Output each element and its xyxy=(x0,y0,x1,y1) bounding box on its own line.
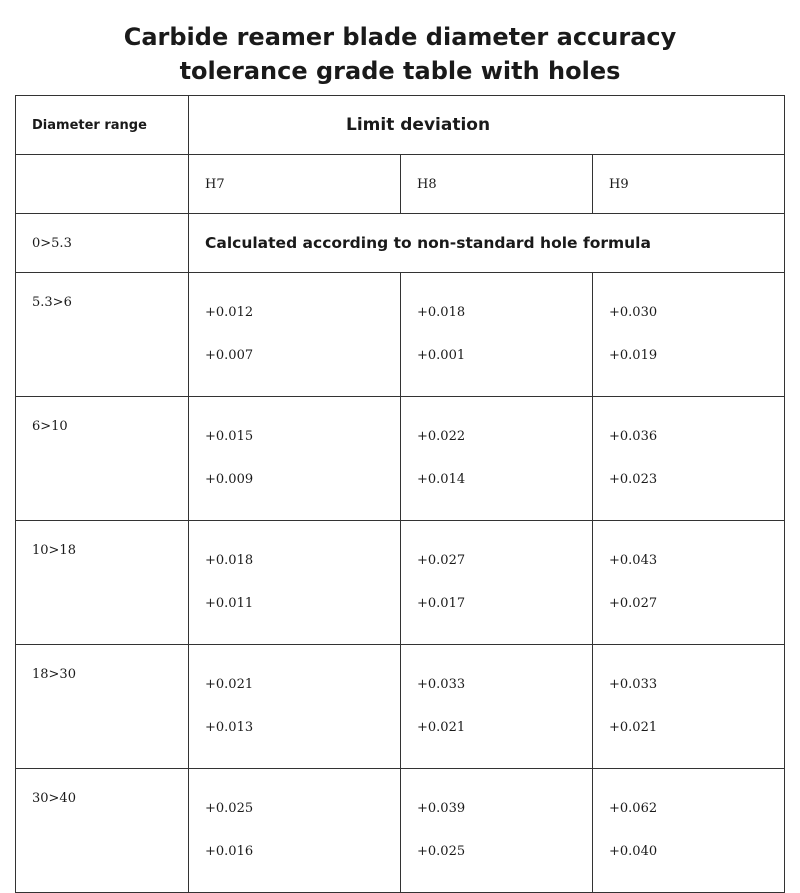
upper-deviation: +0.039 xyxy=(417,801,466,816)
deviation-cell-h9 xyxy=(593,521,785,645)
lower-deviation: +0.021 xyxy=(417,720,466,735)
deviation-cell-h7 xyxy=(189,273,401,397)
page-title xyxy=(0,20,800,88)
lower-deviation: +0.013 xyxy=(205,720,254,735)
lower-deviation: +0.027 xyxy=(609,596,658,611)
nonstandard-note: Calculated according to non-standard hole formula xyxy=(189,214,785,273)
range-cell: 10>18 xyxy=(16,521,189,645)
upper-deviation: +0.033 xyxy=(417,677,466,692)
upper-deviation: +0.021 xyxy=(205,677,254,692)
nonstandard-row xyxy=(16,214,785,273)
grade-row-empty-cell xyxy=(16,155,189,214)
deviation-cell-h8 xyxy=(401,769,593,893)
tolerance-table-body xyxy=(16,96,785,893)
deviation-cell-h8 xyxy=(401,273,593,397)
lower-deviation: +0.021 xyxy=(609,720,658,735)
lower-deviation: +0.014 xyxy=(417,472,466,487)
deviation-cell-h8 xyxy=(401,645,593,769)
lower-deviation: +0.009 xyxy=(205,472,254,487)
grade-row xyxy=(16,155,785,214)
lower-deviation: +0.001 xyxy=(417,348,466,363)
upper-deviation: +0.043 xyxy=(609,553,658,568)
header-diameter-range: Diameter range xyxy=(16,96,189,155)
range-cell: 18>30 xyxy=(16,645,189,769)
upper-deviation: +0.036 xyxy=(609,429,658,444)
grade-h8: H8 xyxy=(401,155,593,214)
upper-deviation: +0.030 xyxy=(609,305,658,320)
deviation-cell-h7 xyxy=(189,521,401,645)
upper-deviation: +0.062 xyxy=(609,801,658,816)
range-cell: 0>5.3 xyxy=(16,214,189,273)
lower-deviation: +0.016 xyxy=(205,844,254,859)
lower-deviation: +0.040 xyxy=(609,844,658,859)
range-cell: 6>10 xyxy=(16,397,189,521)
deviation-cell-h9 xyxy=(593,645,785,769)
upper-deviation: +0.022 xyxy=(417,429,466,444)
table-row xyxy=(16,645,785,769)
deviation-cell-h7 xyxy=(189,645,401,769)
upper-deviation: +0.033 xyxy=(609,677,658,692)
table-row xyxy=(16,273,785,397)
lower-deviation: +0.017 xyxy=(417,596,466,611)
upper-deviation: +0.018 xyxy=(417,305,466,320)
deviation-cell-h8 xyxy=(401,521,593,645)
table-row xyxy=(16,769,785,893)
header-row xyxy=(16,96,785,155)
deviation-cell-h9 xyxy=(593,769,785,893)
upper-deviation: +0.012 xyxy=(205,305,254,320)
table-row xyxy=(16,521,785,645)
deviation-cell-h7 xyxy=(189,397,401,521)
deviation-cell-h8 xyxy=(401,397,593,521)
header-limit-deviation: Limit deviation xyxy=(189,96,785,155)
lower-deviation: +0.019 xyxy=(609,348,658,363)
lower-deviation: +0.011 xyxy=(205,596,254,611)
range-cell: 30>40 xyxy=(16,769,189,893)
lower-deviation: +0.023 xyxy=(609,472,658,487)
lower-deviation: +0.025 xyxy=(417,844,466,859)
lower-deviation: +0.007 xyxy=(205,348,254,363)
deviation-cell-h9 xyxy=(593,397,785,521)
title-line-1: Carbide reamer blade diameter accuracy xyxy=(123,23,677,51)
grade-h9: H9 xyxy=(593,155,785,214)
tolerance-table xyxy=(15,95,785,893)
range-cell: 5.3>6 xyxy=(16,273,189,397)
upper-deviation: +0.025 xyxy=(205,801,254,816)
upper-deviation: +0.027 xyxy=(417,553,466,568)
title-line-2: tolerance grade table with holes xyxy=(179,57,621,85)
deviation-cell-h9 xyxy=(593,273,785,397)
table-row xyxy=(16,397,785,521)
upper-deviation: +0.015 xyxy=(205,429,254,444)
deviation-cell-h7 xyxy=(189,769,401,893)
upper-deviation: +0.018 xyxy=(205,553,254,568)
grade-h7: H7 xyxy=(189,155,401,214)
